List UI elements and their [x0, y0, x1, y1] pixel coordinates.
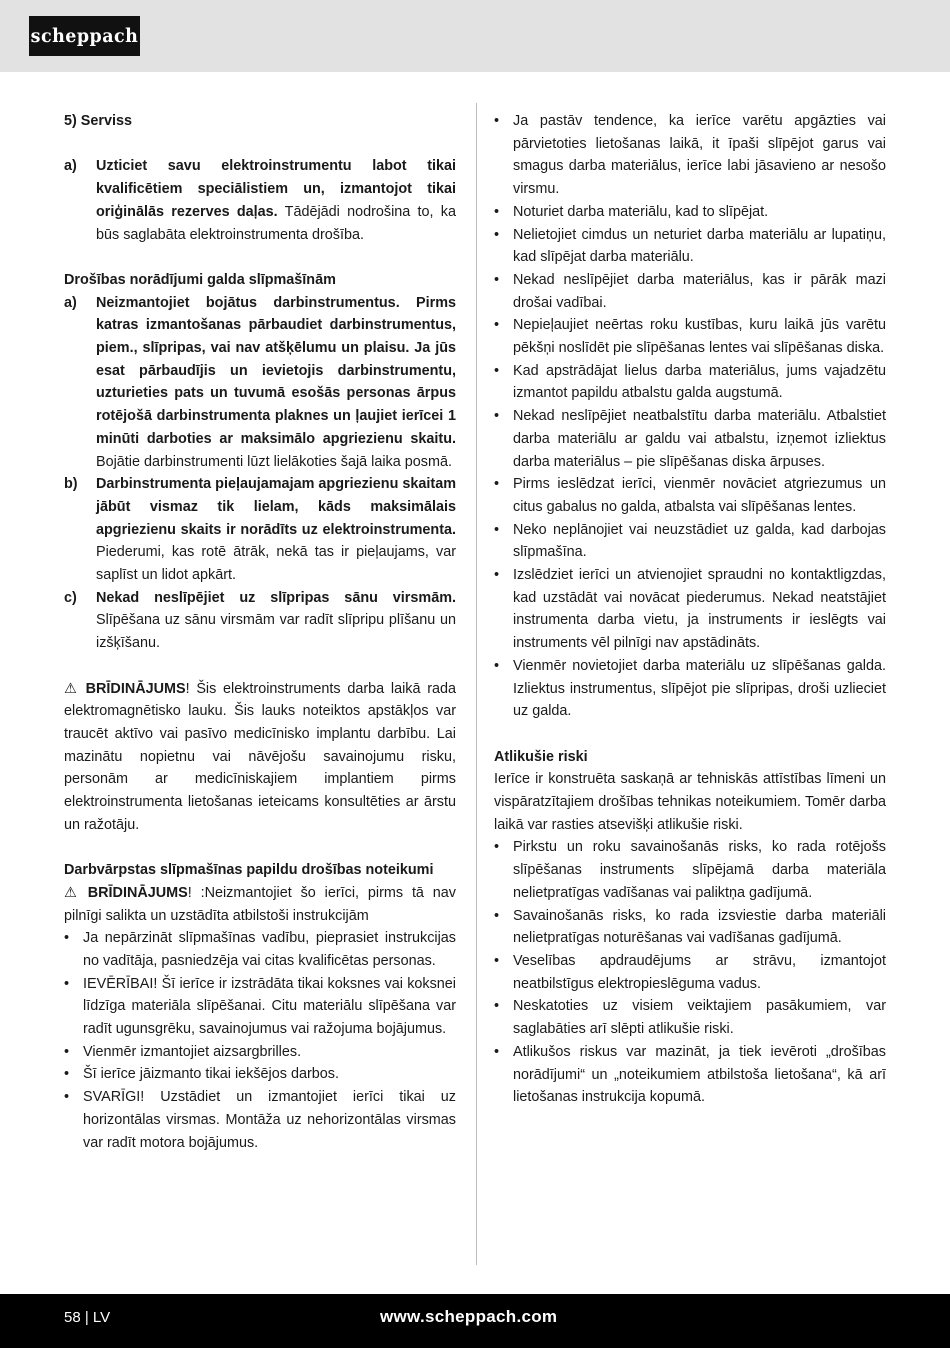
warning-label: BRĪDINĀJUMS — [85, 680, 186, 697]
warning-assembly — [64, 882, 456, 927]
safety-item-b — [64, 473, 456, 587]
bullet-item — [494, 564, 886, 655]
bullet-dot-icon: • — [494, 408, 500, 425]
service-item-a — [64, 155, 456, 246]
bullet-dot-icon: • — [494, 521, 500, 538]
bullet-text: Izslēdziet ierīci un atvienojiet spraudni no kontaktligzdas, kad uzstādāt vai novācat piederumus. Nekad neatstājiet instrumenta darba vietu, ja instruments ir ieslēgts vai instruments vēl pilnīgi nav apstādināts. — [513, 567, 886, 652]
bullet-dot-icon: • — [494, 907, 500, 924]
bullet-dot-icon: • — [494, 1043, 500, 1060]
bullet-dot-icon: • — [64, 1043, 70, 1060]
item-bold-text: Darbinstrumenta pieļaujamajam apgriezienu skaitam jābūt vismaz tik lielam, kāds maksimālais apgriezienu skaits ir norādīts uz elektroinstrumenta. — [96, 476, 456, 538]
bullet-dot-icon: • — [64, 975, 70, 992]
item-label: a) — [64, 294, 77, 311]
bullet-item — [494, 995, 886, 1040]
item-label: a) — [64, 158, 77, 175]
scheppach-logo — [29, 16, 140, 56]
warning-emf — [64, 678, 456, 837]
bullet-item — [494, 1041, 886, 1109]
item-text: Bojātie darbinstrumenti lūzt lielākoties šajā laika posmā. — [96, 453, 452, 470]
bullet-text: IEVĒRĪBAI! Šī ierīce ir izstrādāta tikai koksnes vai koksnei līdzīga materiāla slīpēšanai. Citu materiālu slīpēšana var radīt ugunsgrēku, savainojumus vai ražojuma bojājumus. — [83, 975, 456, 1038]
item-label: b) — [64, 476, 78, 493]
bullet-dot-icon: • — [494, 271, 500, 288]
bullet-dot-icon: • — [494, 476, 500, 493]
bullet-item — [494, 473, 886, 518]
bullet-text: Veselības apdraudējums ar strāvu, izmantojot neatbilstīgus elektropieslēguma vadus. — [513, 953, 886, 992]
bullet-dot-icon: • — [494, 203, 500, 220]
item-text: Piederumi, kas rotē ātrāk, nekā tas ir pieļaujams, var saplīst un lidot apkārt. — [96, 544, 456, 584]
bullet-dot-icon: • — [494, 567, 500, 584]
bullet-dot-icon: • — [494, 953, 500, 969]
page-footer — [0, 1294, 950, 1348]
bullet-item — [64, 927, 456, 972]
bullet-item — [494, 905, 886, 950]
warning-triangle-icon: ⚠ — [64, 884, 82, 901]
bullet-text: Vienmēr novietojiet darba materiālu uz slīpēšanas galda. Izliektus instrumentus, slīpējot pie slīpripas, droši uzlieciet uz galda. — [513, 657, 886, 720]
bullet-text: Noturiet darba materiālu, kad to slīpējat. — [513, 203, 769, 220]
bullet-dot-icon: • — [64, 1089, 70, 1106]
page-header — [0, 0, 950, 72]
bullet-item — [64, 1086, 456, 1154]
bullet-text: Pirkstu un roku savainošanās risks, ko rada rotējošs slīpēšanas instruments slīpējamā darba materiāla nelietpratīgas vadīšanas vai paliktņa gadījumā. — [513, 839, 886, 901]
bullet-dot-icon: • — [64, 1066, 70, 1083]
bullet-item — [494, 836, 886, 904]
bullet-dot-icon: • — [494, 998, 500, 1015]
item-text: Slīpēšana uz sānu virsmām var radīt slīpripu plīšanu un izšķīšanu. — [96, 612, 456, 652]
bullet-item — [494, 405, 886, 473]
item-bold-text: Nekad neslīpējiet uz slīpripas sānu virsmām. — [96, 589, 456, 606]
bullet-item — [494, 269, 886, 314]
bullet-dot-icon: • — [494, 362, 500, 379]
extra-rules-heading: Darbvārpstas slīpmašīnas papildu drošības noteikumi — [64, 862, 434, 879]
safety-item-a — [64, 292, 456, 474]
item-bold-text: Uzticiet savu elektroinstrumentu labot tikai kvalificētiem speciālistiem un, izmantojot tikai oriģinālās rezerves daļas. — [96, 158, 456, 220]
website-url: www.scheppach.com — [380, 1307, 558, 1326]
bullet-item — [494, 314, 886, 359]
bullet-dot-icon: • — [494, 226, 500, 243]
bullet-item — [494, 110, 886, 201]
bullet-item — [494, 519, 886, 564]
bullet-dot-icon: • — [494, 839, 500, 856]
bullet-dot-icon: • — [494, 657, 500, 674]
service-heading: 5) Serviss — [64, 113, 133, 129]
item-text: Tādējādi nodrošina to, ka būs saglabāta elektroinstrumenta drošība. — [96, 203, 456, 243]
bullet-item — [64, 973, 456, 1041]
bullet-text: Kad apstrādājat lielus darba materiālus, jums vajadzētu izmantot papildu atbalstu galda augstumā. — [513, 362, 886, 402]
bullet-text: Neko neplānojiet vai neuzstādiet uz galda, kad darbojas slīpmašīna. — [513, 521, 886, 561]
warning-label: BRĪDINĀJUMS — [87, 884, 188, 901]
bullet-text: Šī ierīce jāizmanto tikai iekšējos darbos. — [83, 1066, 339, 1083]
right-bullet-list — [494, 110, 886, 723]
bullet-dot-icon: • — [494, 317, 500, 334]
item-bold-text: Neizmantojiet bojātus darbinstrumentus. Pirms katras izmantošanas pārbaudiet darbinstrumentus, piem., slīpripas, vai nav atšķēlumu un plaisu. Ja jūs esat pārbaudījis un ievietojis darbinstrumentu, uzturieties pats un tuvumā esošās personas ārpus rotējošā darbinstrumenta plaknes un ļaujiet ierīcei 1 minūti darboties ar maksimālo apgriezienu skaitu. — [96, 294, 456, 447]
bullet-item — [64, 1041, 456, 1064]
bullet-text: Atlikušos riskus var mazināt, ja tiek ievēroti „drošības norādījumi“ un „noteikumiem atbilstoša lietošana“, kā arī lietošanas instrukcija kopumā. — [513, 1043, 886, 1106]
bullet-dot-icon: • — [64, 930, 70, 947]
warning-triangle-icon: ⚠ — [64, 680, 80, 697]
residual-risks-intro: Ierīce ir konstruēta saskaņā ar tehniskās attīstības līmeni un vispāratzītajiem drošības tehnikas noteikumiem. Tomēr darba laikā var rasties atsevišķi atlikušie riski. — [494, 771, 886, 833]
bullet-text: Pirms ieslēdzat ierīci, vienmēr novāciet atgriezumus un citus gabalus no galda, atbalsta vai slīpēšanas lentes. — [513, 476, 886, 515]
left-bullet-list — [64, 927, 456, 1154]
safety-heading: Drošības norādījumi galda slīpmašīnām — [64, 271, 336, 288]
bullet-text: Ja nepārzināt slīpmašīnas vadību, pieprasiet instrukcijas no vadītāja, pasniedzēja vai citas kvalificētas personas. — [83, 930, 456, 969]
bullet-item — [494, 655, 886, 723]
bullet-text: Nepieļaujiet neērtas roku kustības, kuru laikā jūs varētu pēkšņi noslīdēt pie slīpēšanas lentes vai slīpēšanas diska. — [513, 317, 886, 357]
bullet-item — [494, 201, 886, 224]
page-number: 58 | LV — [64, 1309, 111, 1326]
bullet-item — [494, 224, 886, 269]
bullet-text: Nekad neslīpējiet neatbalstītu darba materiālu. Atbalstiet darba materiālu ar galdu vai atbalstu, izņemot izliektus darba materiālus – pie slīpēšanas diska ārpuses. — [513, 408, 886, 470]
warning-text: ! :Neizmantojiet šo ierīci, pirms tā nav pilnīgi salikta un uzstādīta atbilstoši instrukcijām — [64, 884, 456, 924]
right-column — [494, 110, 886, 1109]
bullet-text: Nekad neslīpējiet darba materiālus, kas ir pārāk mazi drošai vadībai. — [513, 271, 886, 311]
warning-text: ! Šis elektroinstruments darba laikā rada elektromagnētisko lauku. Šis lauks noteiktos apstākļos var traucēt aktīvo vai pasīvo medicīnisko implantu darbību. Lai mazinātu nopietnu vai nāvējošu savainojumu risku, personām ar medicīniskajiem implantiem pirms elektroinstrumenta lietošanas ieteicams konsultēties ar ārstu un ražotāju. — [64, 680, 456, 833]
bullet-dot-icon: • — [494, 113, 500, 129]
residual-bullet-list — [494, 836, 886, 1108]
residual-risks-heading: Atlikušie riski — [494, 748, 588, 765]
column-divider — [476, 103, 477, 1265]
bullet-text: Savainošanās risks, ko rada izsviestie darba materiāli nelietpratīgas noturēšanas vai vadīšanas gadījumā. — [513, 907, 886, 947]
bullet-text: SVARĪGI! Uzstādiet un izmantojiet ierīci tikai uz horizontālas virsmas. Montāža uz nehorizontālas virsmas var radīt motora bojājumus. — [83, 1089, 456, 1151]
item-label: c) — [64, 589, 77, 606]
bullet-item — [494, 950, 886, 995]
left-column — [64, 110, 456, 1154]
bullet-text: Vienmēr izmantojiet aizsargbrilles. — [83, 1043, 302, 1060]
bullet-item — [64, 1063, 456, 1086]
safety-item-c — [64, 587, 456, 655]
logo-text: scheppach — [30, 25, 139, 47]
bullet-item — [494, 360, 886, 405]
bullet-text: Ja pastāv tendence, ka ierīce varētu apgāzties vai pārvietoties lietošanas laikā, it īpaši slīpējot garus vai smagus darba materiālus, ierīce labi jāsavieno ar nesošo virsmu. — [513, 113, 886, 198]
bullet-text: Nelietojiet cimdus un neturiet darba materiālu ar lupatiņu, kad slīpējat darba materiālu. — [513, 226, 886, 266]
bullet-text: Neskatoties uz visiem veiktajiem pasākumiem, var saglabāties arī slēpti atlikušie riski. — [513, 998, 886, 1038]
